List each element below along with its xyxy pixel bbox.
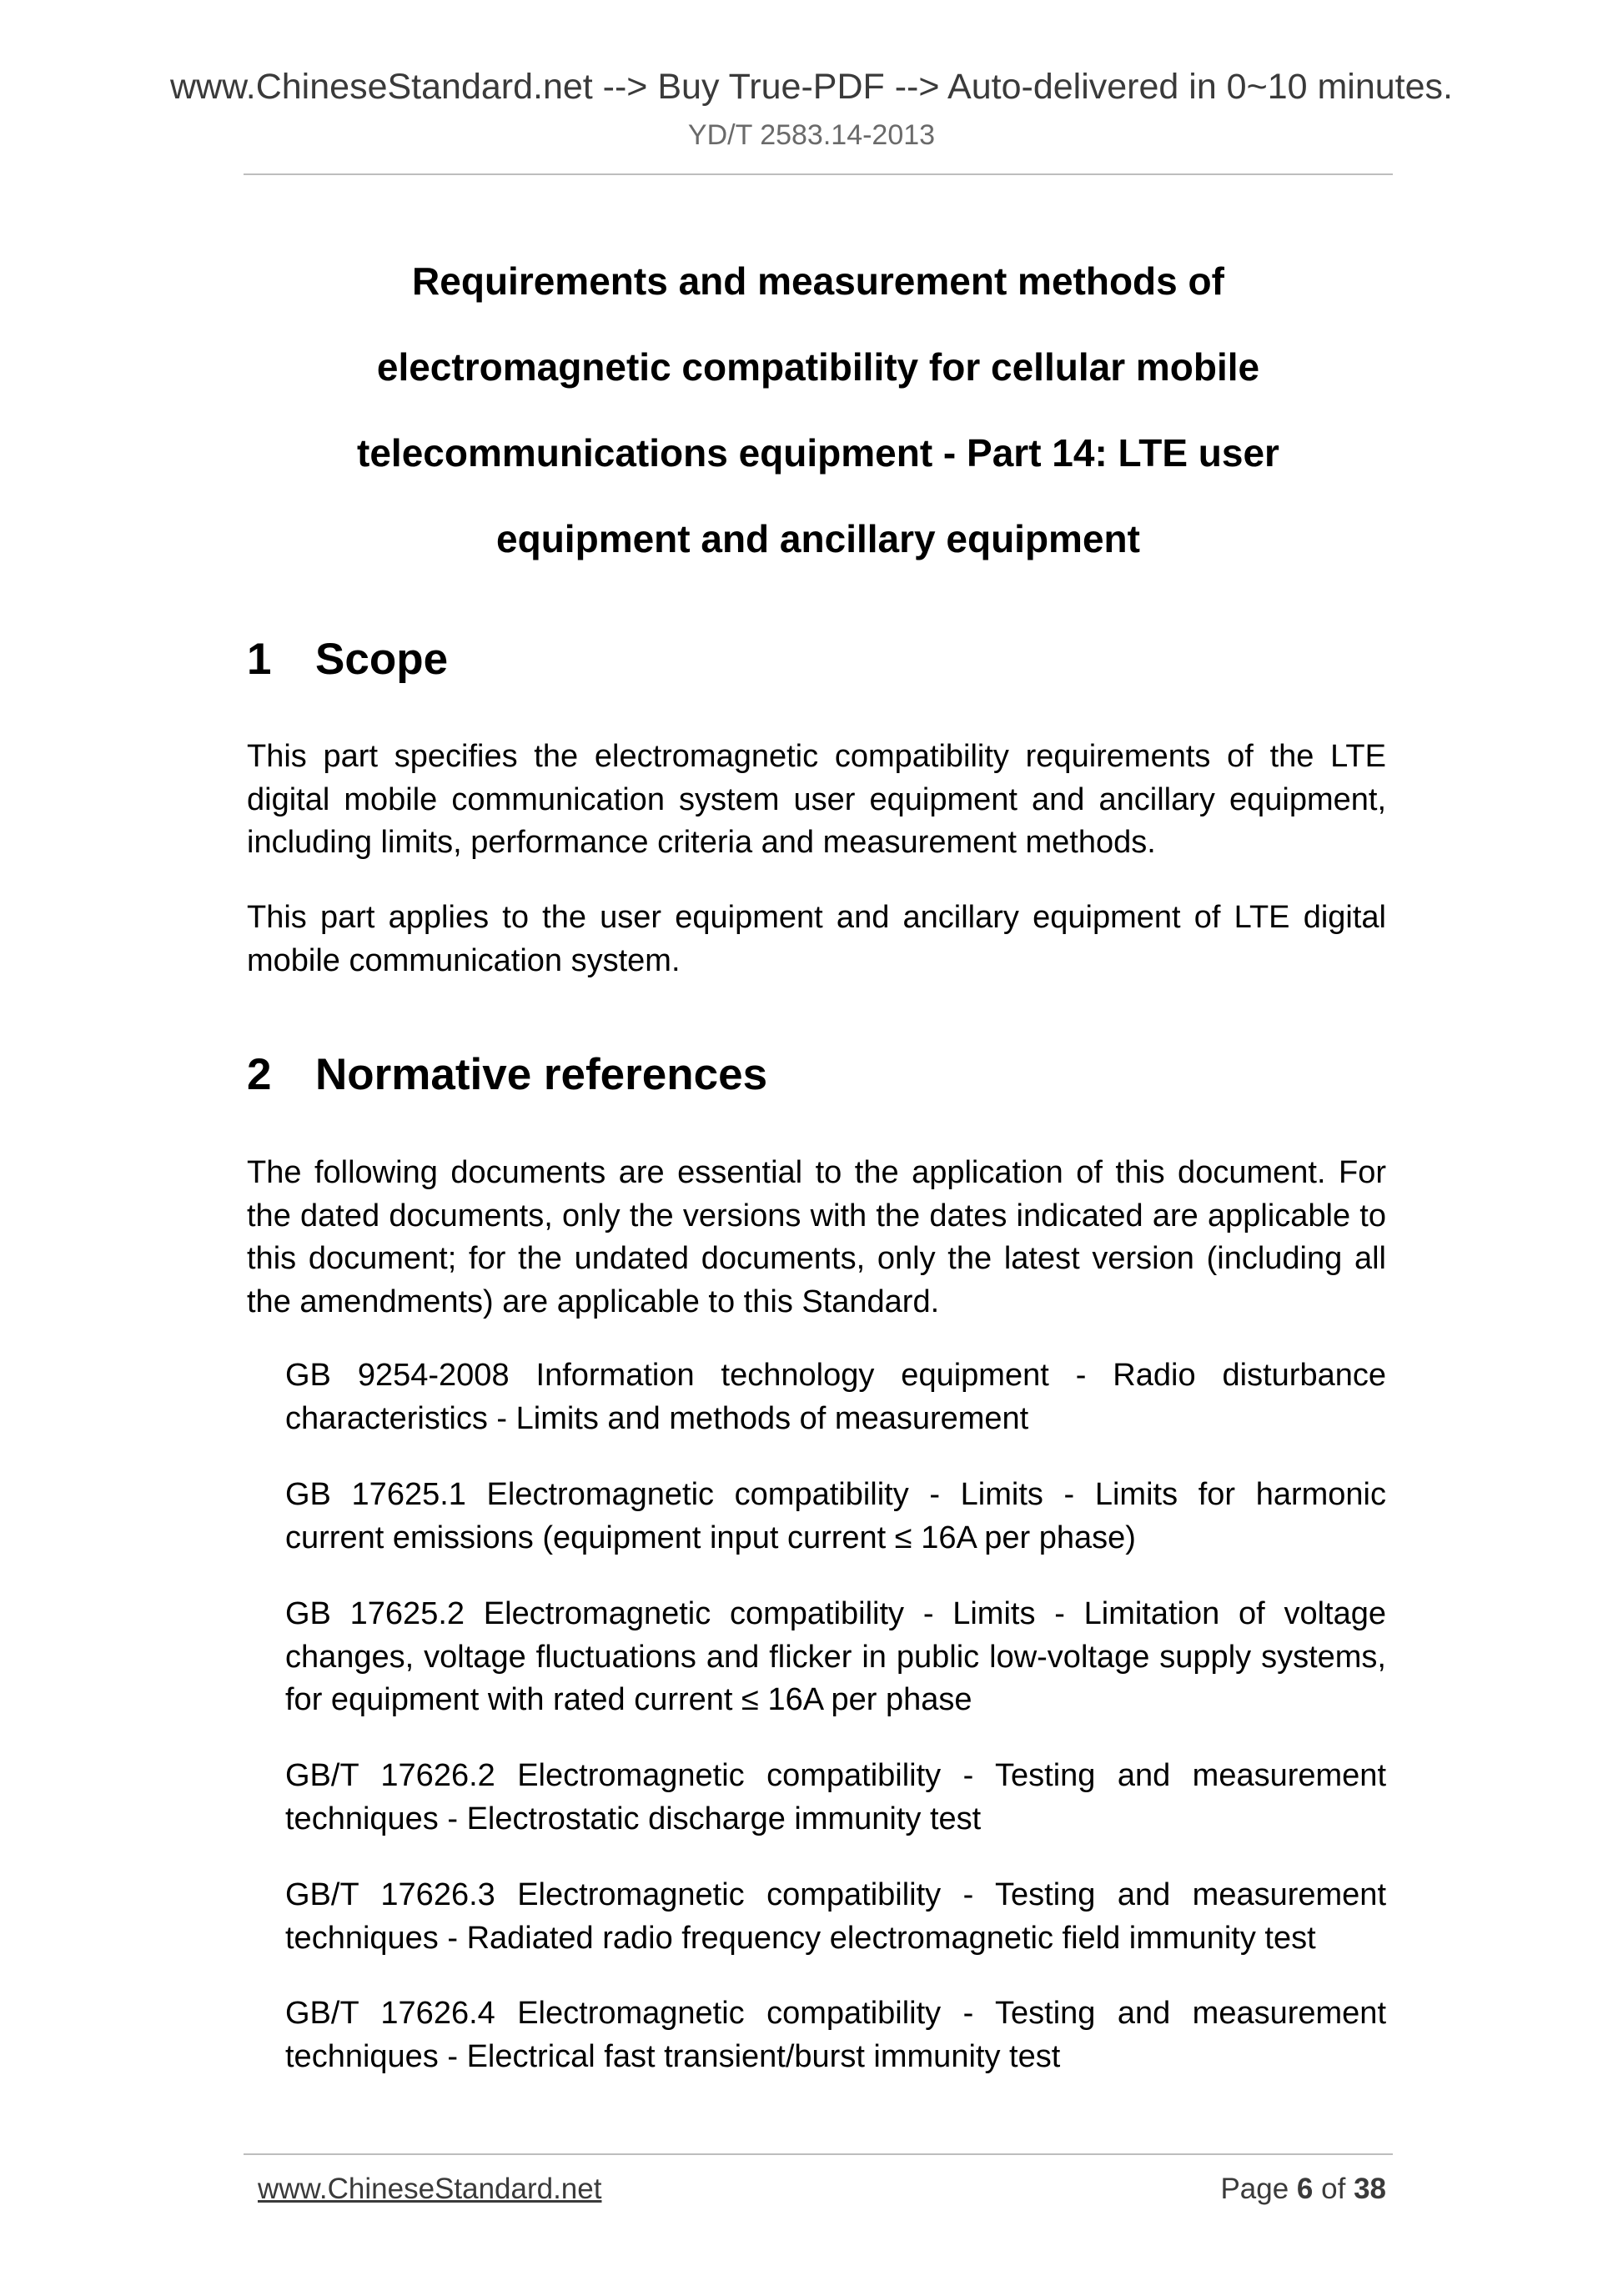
page-indicator: [1220, 2172, 1386, 2207]
reference-item: GB 9254-2008 Information technology equipment - Radio disturbance characteristics - Limits and methods of measurement: [285, 1358, 1386, 1436]
normative-intro: The following documents are essential to the application of this document. For the dated documents, only the versions with the dates indicated are applicable to this document; for the undated documents, only the latest version (including all the amendments) are applicable to this Standard.: [247, 1155, 1386, 1319]
section-number: 2: [247, 1050, 272, 1099]
header-divider: [244, 173, 1393, 175]
section-title: Scope: [315, 635, 449, 684]
title-line: Requirements and measurement methods of: [412, 259, 1224, 303]
scope-paragraph: This part specifies the electromagnetic compatibility requirements of the LTE digital mobile communication system user equipment and ancillary equipment, including limits, performance criteria and measurement methods.: [247, 739, 1386, 860]
title-line: telecommunications equipment - Part 14: LTE user: [357, 431, 1279, 475]
document-title: [244, 239, 1393, 582]
title-line: electromagnetic compatibility for cellular mobile: [376, 345, 1260, 389]
section-heading-normative-references: [247, 1050, 767, 1100]
title-line: equipment and ancillary equipment: [496, 517, 1140, 560]
reference-item: GB/T 17626.4 Electromagnetic compatibility - Testing and measurement techniques - Electrical fast transient/burst immunity test: [285, 1996, 1386, 2074]
footer-divider: [244, 2153, 1393, 2155]
standard-code: YD/T 2583.14-2013: [687, 119, 936, 151]
scope-paragraph: This part applies to the user equipment and ancillary equipment of LTE digital mobile communication system.: [247, 900, 1386, 978]
promo-banner: www.ChineseStandard.net --> Buy True-PDF --> Auto-delivered in 0~10 minutes.: [169, 67, 1453, 107]
footer-site-link[interactable]: www.ChineseStandard.net: [258, 2173, 602, 2205]
reference-item: GB/T 17626.3 Electromagnetic compatibility - Testing and measurement techniques - Radiated radio frequency electromagnetic field immunity test: [285, 1877, 1386, 1956]
reference-item: GB/T 17626.2 Electromagnetic compatibility - Testing and measurement techniques - Electrostatic discharge immunity test: [285, 1758, 1386, 1836]
reference-item: GB 17625.1 Electromagnetic compatibility - Limits - Limits for harmonic current emissions (equipment input current ≤ 16A per phase): [285, 1477, 1386, 1555]
section-title: Normative references: [315, 1050, 768, 1099]
page-of: of: [1321, 2173, 1346, 2205]
section-heading-scope: [247, 635, 448, 685]
section-number: 1: [247, 635, 272, 684]
reference-item: GB 17625.2 Electromagnetic compatibility - Limits - Limitation of voltage changes, voltage fluctuations and flicker in public low-voltage supply systems, for equipment with rated current ≤ 16A per phase: [285, 1596, 1386, 1717]
page-total: 38: [1354, 2173, 1386, 2205]
page-label: Page: [1220, 2173, 1289, 2205]
page-current: 6: [1296, 2173, 1314, 2205]
